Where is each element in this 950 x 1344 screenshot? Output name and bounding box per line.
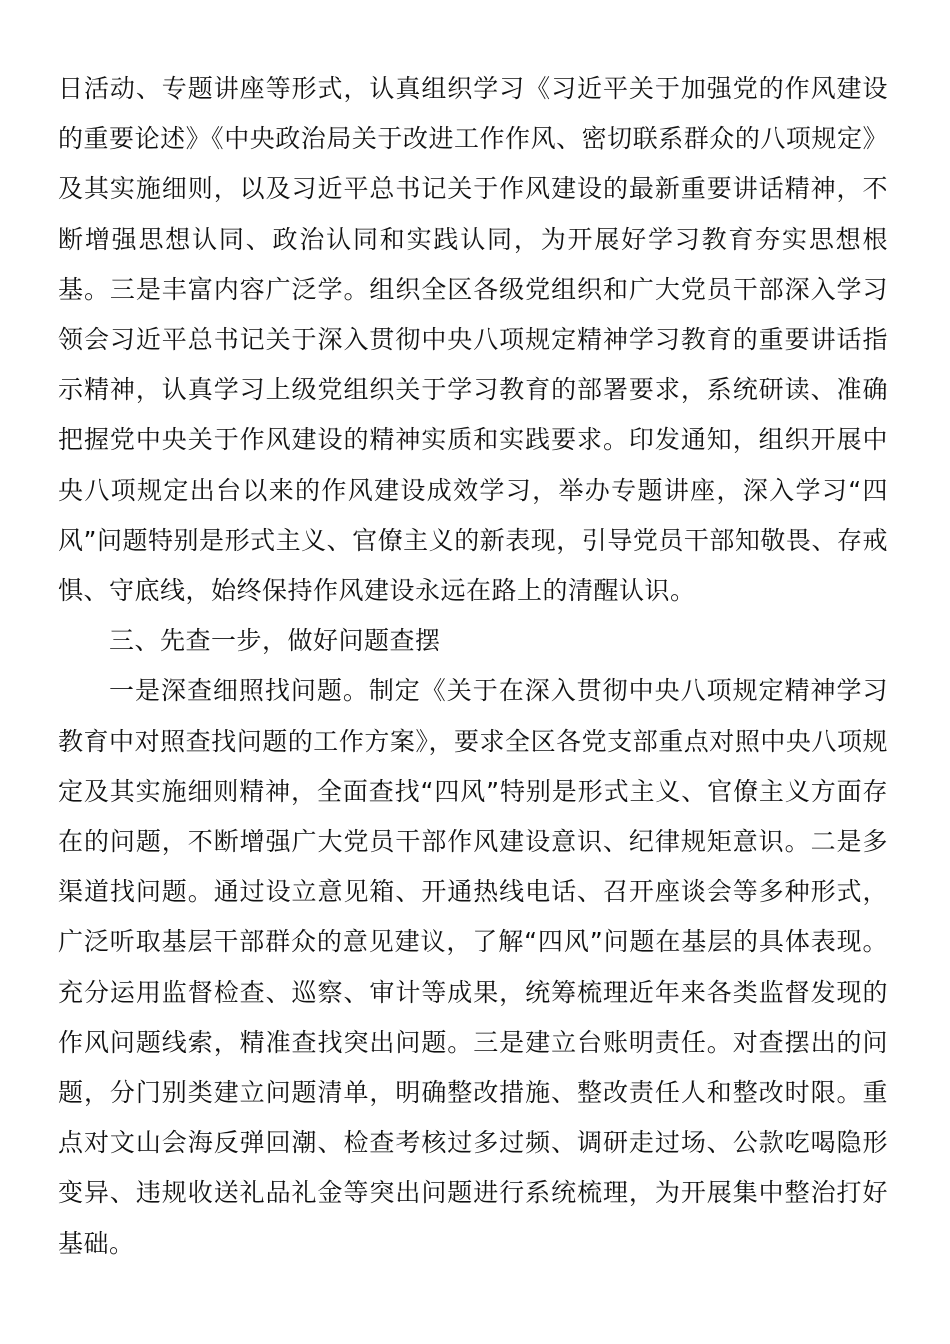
section-heading: 三、先查一步，做好问题查摆	[109, 626, 441, 656]
document-body	[58, 64, 888, 1269]
paragraph-section-body: 一是深查细照找问题。制定《关于在深入贯彻中央八项规定精神学习教育中对照查找问题的工作方案》，要求全区各党支部重点对照中央八项规定及其实施细则精神，全面查找“四风”特别是形式主义、官僚主义方面存在的问题，不断增强广大党员干部作风建设意识、纪律规矩意识。二是多渠道找问题。通过设立意见箱、开通热线电话、召开座谈会等多种形式，广泛听取基层干部群众的意见建议，了解“四风”问题在基层的具体表现。充分运用监督检查、巡察、审计等成果，统筹梳理近年来各类监督发现的作风问题线索，精准查找突出问题。三是建立台账明责任。对查摆出的问题，分门别类建立问题清单，明确整改措施、整改责任人和整改时限。重点对文山会海反弹回潮、检查考核过多过频、调研走过场、公款吃喝隐形变异、违规收送礼品礼金等突出问题进行系统梳理，为开展集中整治打好基础。	[58, 676, 888, 1258]
paragraph-continuation: 日活动、专题讲座等形式，认真组织学习《习近平关于加强党的作风建设的重要论述》《中央政治局关于改进工作作风、密切联系群众的八项规定》及其实施细则，以及习近平总书记关于作风建设的最新重要讲话精神，不断增强思想认同、政治认同和实践认同，为开展好学习教育夯实思想根基。三是丰富内容广泛学。组织全区各级党组织和广大党员干部深入学习领会习近平总书记关于深入贯彻中央八项规定精神学习教育的重要讲话指示精神，认真学习上级党组织关于学习教育的部署要求，系统研读、准确把握党中央关于作风建设的精神实质和实践要求。印发通知，组织开展中央八项规定出台以来的作风建设成效学习，举办专题讲座，深入学习“四风”问题特别是形式主义、官僚主义的新表现，引导党员干部知敬畏、存戒惧、守底线，始终保持作风建设永远在路上的清醒认识。	[58, 74, 888, 606]
